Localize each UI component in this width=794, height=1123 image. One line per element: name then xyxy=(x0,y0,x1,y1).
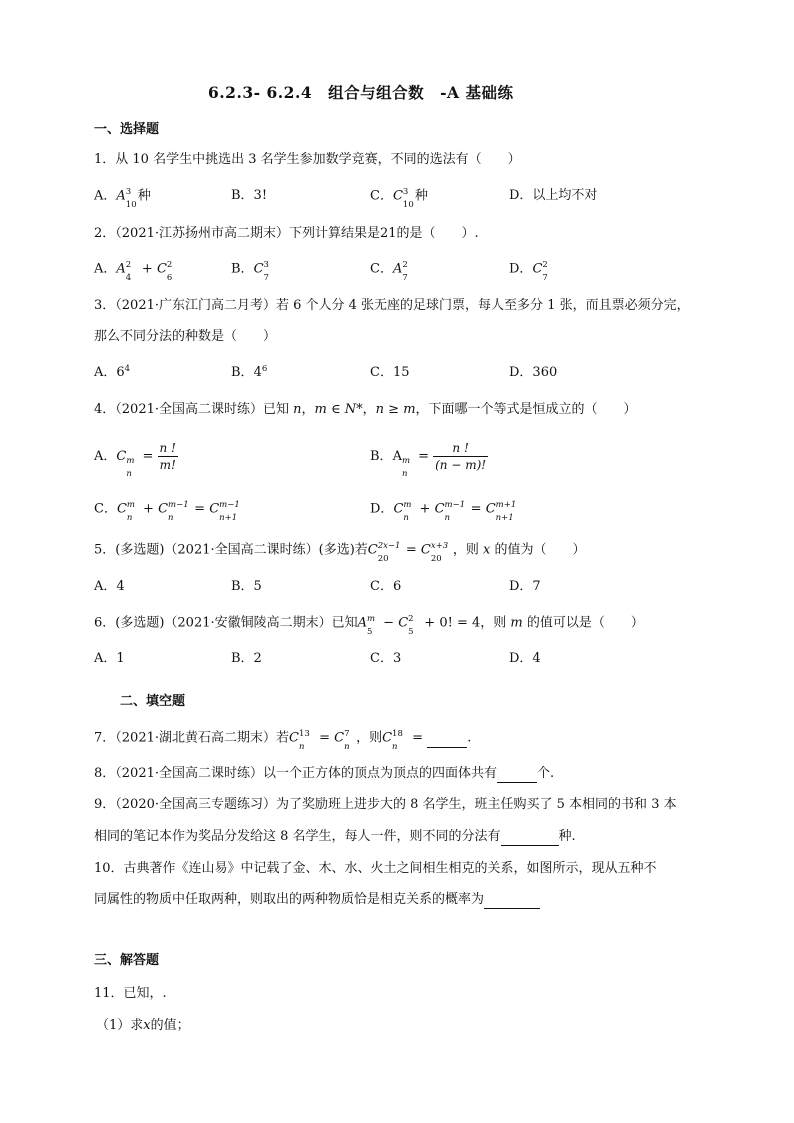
q6-option-b: B．2 xyxy=(231,651,262,666)
question-11-stem: 11．已知，. xyxy=(94,986,167,1001)
question-1-stem: 1．从 10 名学生中挑选出 3 名学生参加数学竞赛，不同的选法有（ ） xyxy=(94,152,521,167)
section-heading-choice: 一、选择题 xyxy=(94,122,160,137)
question-11-part-1: （1）求x的值； xyxy=(96,1018,190,1033)
q1-option-b: B．3! xyxy=(231,188,268,203)
q5-option-c: C．6 xyxy=(370,579,402,594)
q7-answer-blank[interactable] xyxy=(427,733,467,748)
q2-option-a: A．A 2 4 + C 2 6 xyxy=(94,260,173,283)
q3-option-b: B．$4^6$ xyxy=(231,363,268,380)
section-heading-fill: 二、填空题 xyxy=(120,694,186,709)
q3-option-c: C．15 xyxy=(370,365,410,380)
q2-option-c: C．A 2 7 xyxy=(370,260,408,283)
q2-option-d: D．C 2 7 xyxy=(509,260,548,283)
question-10-line2: 同属性的物质中任取两种，则取出的两种物质恰是相克关系的概率为 xyxy=(94,891,540,909)
q4-option-b: B．A m n = $\frac{n !}{(n - m)!}$ xyxy=(370,441,487,479)
question-5-stem: 5．(多选题)（2021·全国高二课时练）(多选)若C 2x−1 20 = C x+3 20 ，则 x 的值为（ ） xyxy=(94,541,586,564)
page-title: 6.2.3- 6.2.4 组合与组合数 -A 基础练 xyxy=(208,83,514,102)
question-9-line1: 9．（2020·全国高三专题练习）为了奖励班上进步大的 8 名学生，班主任购买了 5 本相同的书和 3 本 xyxy=(94,797,677,812)
q9-answer-blank[interactable] xyxy=(501,831,559,846)
question-6-stem: 6．(多选题)（2021·安徽铜陵高二期末）已知A m 5 − C 2 5 + 0! = 4，则 m 的值可以是（ ） xyxy=(94,614,644,637)
q1-option-c: C．C 3 10 种 xyxy=(370,187,428,210)
q6-option-c: C．3 xyxy=(370,651,402,666)
q2-option-b: B．C 3 7 xyxy=(231,260,269,283)
question-2-stem: 2．（2021·江苏扬州市高二期末）下列计算结果是21的是（ ）. xyxy=(94,226,479,241)
q6-option-a: A．1 xyxy=(94,651,125,666)
q4-option-d: D．C m n + C m−1 n = C m+1 n+1 xyxy=(370,500,517,523)
section-heading-solve: 三、解答题 xyxy=(94,953,160,968)
question-7: 7．（2021·湖北黄石高二期末）若C 13 n = C 7 n ，则C 18 n = . xyxy=(94,729,472,752)
q3-option-a: A．$6^4$ xyxy=(94,363,131,380)
q6-option-d: D．4 xyxy=(509,651,541,666)
question-8: 8．（2021·全国高二课时练）以一个正方体的顶点为顶点的四面体共有 个. xyxy=(94,766,555,781)
question-3-line2: 那么不同分法的种数是（ ） xyxy=(94,329,277,344)
q1-option-a: A．A 3 10 种 xyxy=(94,187,151,210)
q3-option-d: D．360 xyxy=(509,365,558,380)
question-9-line2: 相同的笔记本作为奖品分发给这 8 名学生，每人一件，则不同的分法有 种. xyxy=(94,829,576,844)
q10-answer-blank[interactable] xyxy=(484,894,540,909)
q5-option-d: D．7 xyxy=(509,579,541,594)
question-10-line1: 10．古典著作《连山易》中记载了金、木、水、火土之间相生相克的关系，如图所示，现从五种不 xyxy=(94,861,657,876)
q5-option-b: B．5 xyxy=(231,579,262,594)
q5-option-a: A．4 xyxy=(94,579,125,594)
q1-option-d: D．以上均不对 xyxy=(509,188,598,203)
q8-answer-blank[interactable] xyxy=(497,768,537,783)
question-4-stem: 4．（2021·全国高二课时练）已知 n，m ∈ N*，n ≥ m，下面哪一个等式是恒成立的（ ） xyxy=(94,402,637,417)
q4-option-c: C．C m n + C m−1 n = C m−1 n+1 xyxy=(94,500,240,523)
question-3-line1: 3．（2021·广东江门高二月考）若 6 个人分 4 张无座的足球门票，每人至多分 1 张，而且票必须分完， xyxy=(94,298,690,313)
q4-option-a: A．C m n = $\frac{n !}{m!}$ xyxy=(94,441,176,479)
